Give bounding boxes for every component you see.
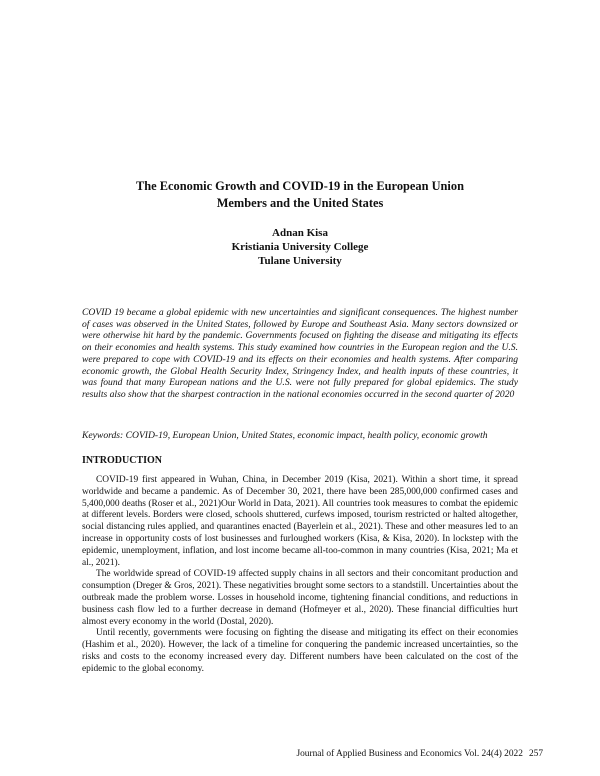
- paragraph: COVID-19 first appeared in Wuhan, China, in December 2019 (Kisa, 2021). Within a short time, it spread worldwide and became a pandemic. As of December 30, 2021, there have been 285,000,000 confirmed cases and 5,400,000 deaths (Roser et al., 2021)Our World in Data, 2021). All countries took measures to combat the epidemic at different levels. Borders were closed, schools shuttered, curfews imposed, tourism restricted or halted altogether, social distancing rules applied, and quarantines enacted (Bayerlein et al., 2021). These and other measures led to an increase in opportunity costs of lost businesses and furloughed workers (Kisa, & Kisa, 2020). In lockstep with the epidemic, unemployment, inflation, and lost income became all-too-common in many countries (Kisa, 2021; Ma et al., 2021).: [82, 475, 518, 568]
- paragraph: Until recently, governments were focusing on fighting the disease and mitigating its effect on their economies (Hashim et al., 2020). However, the lack of a timeline for conquering the pandemic increased uncertainties, so the risks and costs to the economy increased every day. Different numbers have been calculated on the cost of the epidemic to the global economy.: [82, 628, 518, 674]
- author-name: Adnan Kisa: [272, 227, 328, 239]
- section-heading: INTRODUCTION: [82, 455, 163, 466]
- footer-journal: Journal of Applied Business and Economics Vol. 24(4) 2022: [296, 749, 523, 759]
- keywords: Keywords: COVID-19, European Union, United States, economic impact, health policy, economic growth: [82, 430, 488, 441]
- paragraph: The worldwide spread of COVID-19 affected supply chains in all sectors and their concomitant production and consumption (Dreger & Gros, 2021). These negativities brought some sectors to a standstill. Uncertainties about the outbreak made the problem worse. Losses in household income, tightening financial conditions, and reductions in business cash flow led to a further decrease in demand (Hofmeyer et al., 2020). These financial difficulties hurt almost every economy in the world (Dostal, 2020).: [82, 569, 518, 627]
- author-block: [60, 226, 540, 268]
- abstract: COVID 19 became a global epidemic with new uncertainties and significant consequences. The highest number of cases was observed in the United States, followed by Europe and Southeast Asia. Many sectors downsized or were otherwise hit hard by the pandemic. Governments focused on fighting the disease and mitigating its effects on their economies and health systems. This study examined how countries in the European region and the U.S. were prepared to cope with COVID-19 and its effects on their economies and health systems. After comparing economic growth, the Global Health Security Index, Stringency Index, and health inputs of these countries, it was found that many European nations and the U.S. were not fully prepared for global epidemics. The study results also show that the sharpest contraction in the national economies occurred in the second quarter of 2020: [82, 307, 518, 400]
- affiliation-2: Tulane University: [258, 255, 342, 267]
- page-footer: [296, 749, 543, 760]
- affiliation-1: Kristiania University College: [231, 241, 369, 253]
- page-number: 257: [528, 749, 543, 759]
- body-text: [82, 475, 518, 676]
- title-line-2: Members and the United States: [216, 196, 384, 210]
- paper-title: [60, 178, 540, 212]
- title-line-1: The Economic Growth and COVID-19 in the European Union: [136, 179, 464, 193]
